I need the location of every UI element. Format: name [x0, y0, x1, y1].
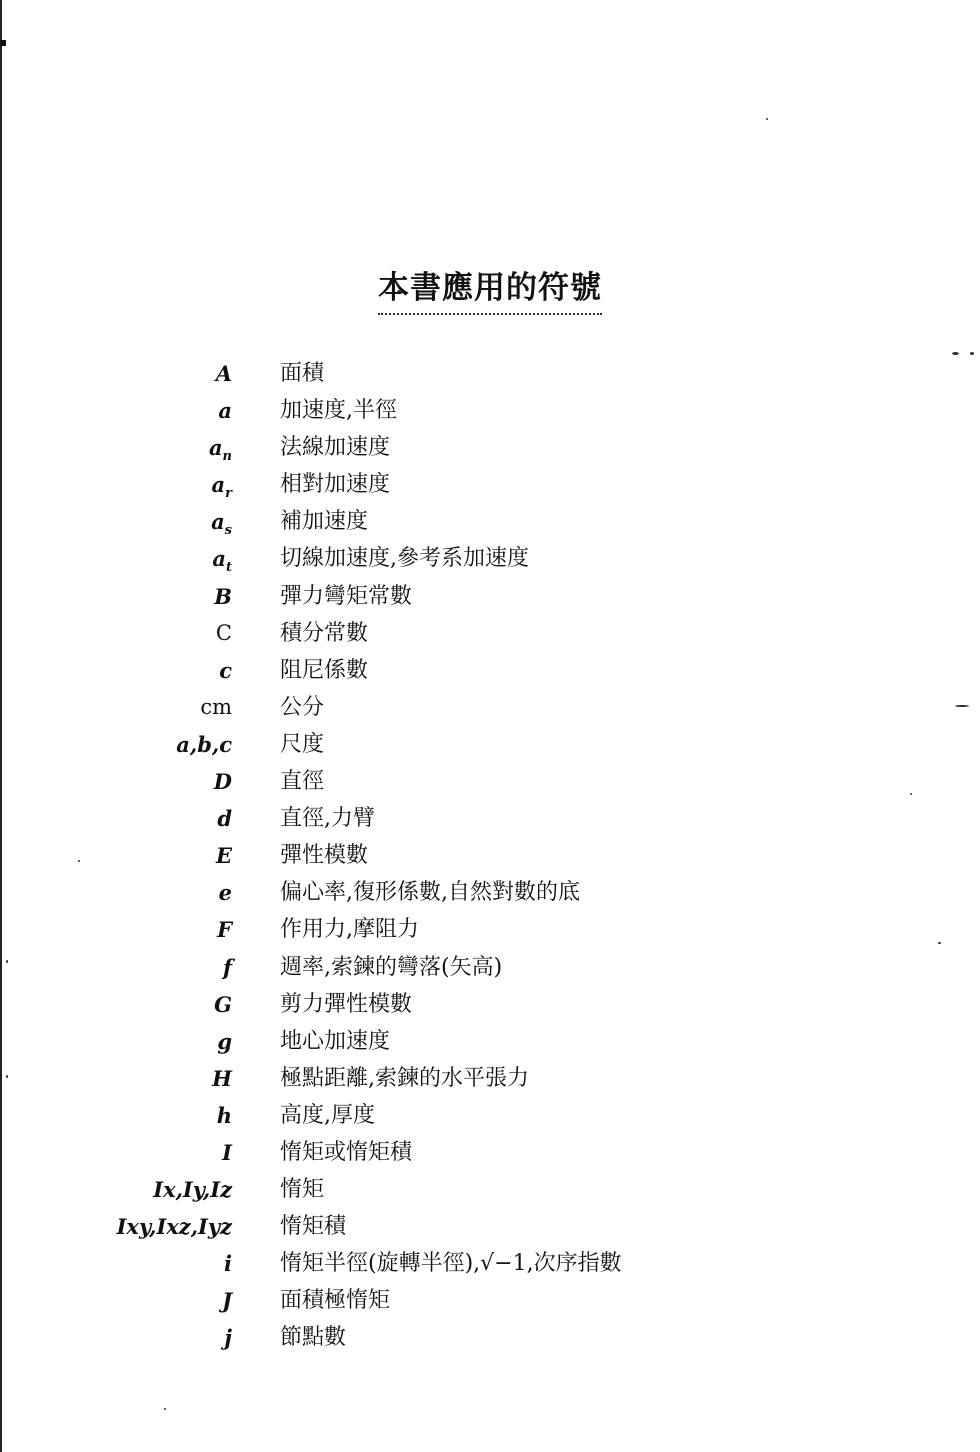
symbol: E	[215, 843, 232, 869]
symbol-entry	[0, 874, 980, 911]
symbol-entry	[0, 652, 980, 689]
symbol-entry	[0, 540, 980, 577]
symbol: a	[218, 398, 232, 424]
symbol-entry	[0, 1097, 980, 1134]
symbol-entry	[0, 689, 980, 726]
symbol-list	[0, 355, 980, 1357]
symbol-entry	[0, 503, 980, 540]
symbol: I	[222, 1139, 232, 1165]
symbol-meaning: 面積	[280, 361, 325, 386]
symbol-meaning: 節點數	[280, 1325, 347, 1351]
symbol: g	[217, 1028, 232, 1054]
scan-speck	[910, 793, 912, 795]
symbol-entry	[0, 429, 980, 466]
symbol-meaning: 積分常數	[280, 620, 369, 646]
symbol-entry	[0, 1208, 980, 1245]
page-title-text: 本書應用的符號	[378, 262, 602, 315]
scan-speck	[6, 960, 8, 963]
page-edge-mark	[0, 40, 6, 46]
symbol-entry	[0, 1023, 980, 1060]
symbol-meaning: 惰矩半徑(旋轉半徑),√−1,次序指數	[280, 1251, 622, 1277]
symbol-base: a	[212, 546, 226, 572]
symbol-subscript: r	[225, 486, 232, 502]
symbol: J	[222, 1288, 232, 1314]
symbol-entry	[0, 949, 980, 986]
symbol: c	[219, 657, 232, 683]
symbol-meaning: 偏心率,復形係數,自然對數的底	[280, 880, 580, 906]
symbol: f	[222, 954, 232, 980]
symbol-meaning: 極點距離,索鍊的水平張力	[280, 1065, 529, 1091]
symbol: i	[224, 1251, 232, 1277]
symbol-meaning: 彈力彎矩常數	[280, 583, 413, 609]
symbol-entry	[0, 578, 980, 615]
scan-speck	[955, 705, 969, 707]
symbol-meaning: 加速度,半徑	[280, 398, 397, 424]
symbol: Ixy,Ixz,Iyz	[116, 1214, 232, 1240]
scan-speck	[78, 860, 80, 862]
symbol: A	[215, 361, 232, 386]
symbol-entry	[0, 911, 980, 948]
symbol-entry	[0, 1171, 980, 1208]
symbol-meaning: 惰矩積	[280, 1214, 347, 1240]
scan-speck	[6, 1075, 8, 1078]
symbol-meaning: 公分	[280, 694, 325, 720]
symbol-entry	[0, 466, 980, 503]
symbol-entry	[0, 1245, 980, 1282]
symbol: Ix,Iy,Iz	[153, 1177, 232, 1203]
symbol: G	[214, 991, 232, 1017]
symbol-meaning: 補加速度	[280, 509, 369, 535]
symbol-entry	[0, 615, 980, 652]
symbol-meaning: 高度,厚度	[280, 1102, 375, 1128]
symbol-subscript: n	[222, 449, 232, 465]
symbol: j	[224, 1325, 232, 1351]
symbol: C	[215, 620, 232, 645]
page-title	[0, 262, 980, 315]
symbol-meaning: 面積極惰矩	[280, 1288, 391, 1314]
symbol-base: a	[211, 472, 226, 498]
symbol-entry	[0, 986, 980, 1023]
symbol: B	[214, 583, 232, 609]
symbol-meaning: 週率,索鍊的彎落(矢高)	[280, 954, 503, 980]
symbol-base: a	[208, 435, 223, 461]
symbol-entry	[0, 1134, 980, 1171]
symbol: d	[217, 806, 232, 832]
scan-speck	[970, 352, 974, 355]
symbol-subscript: t	[225, 560, 232, 576]
symbol-meaning: 直徑,力臂	[280, 806, 375, 832]
scan-speck	[952, 352, 959, 355]
symbol-base: a	[211, 509, 225, 535]
symbol-entry	[0, 1060, 980, 1097]
symbol-meaning: 彈性模數	[280, 843, 369, 869]
symbol: e	[218, 880, 232, 906]
symbol-meaning: 切線加速度,參考系加速度	[280, 546, 529, 572]
symbol-entry	[0, 726, 980, 763]
symbol-subscript: s	[224, 523, 232, 539]
symbol-meaning: 剪力彈性模數	[280, 991, 413, 1017]
symbol-entry	[0, 355, 980, 392]
symbol-meaning: 作用力,摩阻力	[280, 917, 419, 943]
symbol-entry	[0, 800, 980, 837]
symbol-meaning: 惰矩或惰矩積	[280, 1139, 413, 1165]
symbol-entry	[0, 392, 980, 429]
symbol: cm	[200, 694, 232, 719]
symbol: H	[212, 1065, 232, 1091]
symbol-meaning: 惰矩	[280, 1177, 325, 1203]
scan-speck	[766, 118, 768, 120]
symbol-entry	[0, 763, 980, 800]
symbol-meaning: 尺度	[280, 731, 325, 757]
symbol-meaning: 地心加速度	[280, 1028, 391, 1054]
symbol-entry	[0, 1319, 980, 1356]
symbol-meaning: 阻尼係數	[280, 657, 369, 683]
symbol-meaning: 直徑	[280, 769, 325, 795]
symbol-entry	[0, 837, 980, 874]
scan-speck	[164, 1408, 166, 1410]
scan-speck	[938, 942, 941, 944]
symbol: a,b,c	[176, 731, 232, 757]
symbol: D	[213, 769, 232, 795]
symbol-meaning: 相對加速度	[280, 472, 391, 498]
symbol-entry	[0, 1282, 980, 1319]
symbol-meaning: 法線加速度	[280, 435, 391, 461]
symbol: F	[217, 917, 232, 943]
symbol: h	[216, 1102, 232, 1128]
